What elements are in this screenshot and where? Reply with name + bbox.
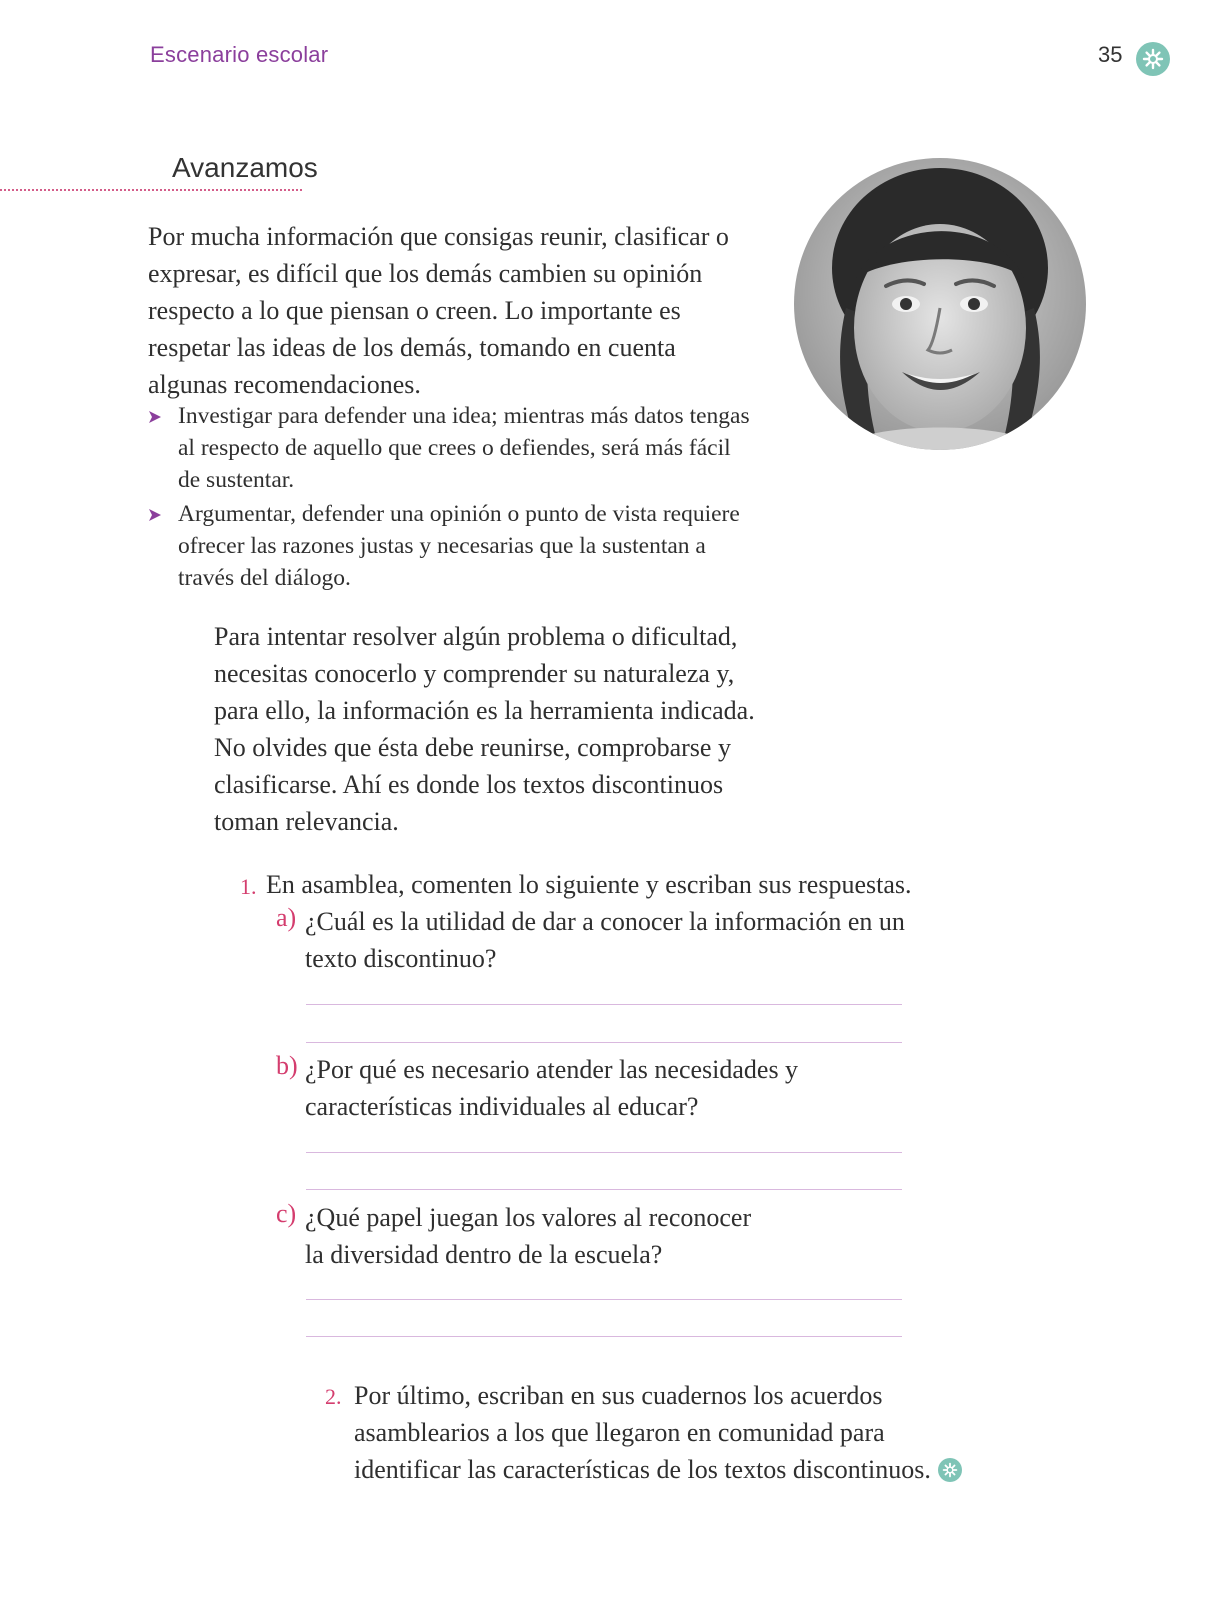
girl-portrait-image — [794, 158, 1086, 450]
list-item — [148, 400, 758, 496]
answer-line[interactable] — [306, 1336, 902, 1337]
section-divider — [0, 189, 302, 191]
subquestion-text: ¿Qué papel juegan los valores al reconocer la diversidad dentro de la escuela? — [305, 1203, 752, 1269]
page-number: 35 — [1098, 42, 1123, 67]
flower-icon — [938, 1458, 962, 1482]
answer-line[interactable] — [306, 1042, 902, 1043]
question-text: Por último, escriban en sus cuadernos los acuerdos asamblearios a los que llegaron en comunidad para identificar las características de los textos discontinuos. — [354, 1381, 931, 1484]
subquestion-text: ¿Por qué es necesario atender las necesidades y características individuales al educar? — [305, 1055, 799, 1121]
subquestion-label: b) — [276, 1051, 298, 1080]
answer-line[interactable] — [306, 1152, 902, 1153]
running-head: Escenario escolar — [150, 42, 329, 67]
list-item-text: Argumentar, defender una opinión o punto de vista requiere ofrecer las razones justas y necesarias que la sustentan a través del diálogo. — [178, 501, 740, 591]
context-paragraph: Para intentar resolver algún problema o dificultad, necesitas conocerlo y comprender su naturaleza y, para ello, la información es la herramienta indicada. No olvides que ésta debe reunirse, comprobarse y clasificarse. Ahí es donde los textos discontinuos toman relevancia. — [214, 622, 755, 836]
intro-paragraph: Por mucha información que consigas reunir, clasificar o expresar, es difícil que los demás cambien su opinión respecto a lo que piensan o creen. Lo importante es respetar las ideas de los demás, tomando en cuenta algunas recomendaciones. — [148, 222, 729, 399]
section-title: Avanzamos — [172, 152, 318, 183]
question-number: 1. — [240, 874, 257, 899]
question-number: 2. — [325, 1384, 342, 1409]
flower-icon — [1136, 42, 1170, 76]
answer-line[interactable] — [306, 1189, 902, 1190]
arrow-bullet-icon — [148, 410, 162, 424]
list-item — [148, 498, 758, 594]
recommendations-list — [148, 400, 758, 596]
arrow-bullet-icon — [148, 508, 162, 522]
subquestion-text: ¿Cuál es la utilidad de dar a conocer la información en un texto discontinuo? — [305, 907, 905, 973]
answer-line[interactable] — [306, 1299, 902, 1300]
subquestion-label: a) — [276, 903, 297, 932]
subquestion-label: c) — [276, 1199, 297, 1228]
question-text: En asamblea, comenten lo siguiente y escriban sus respuestas. — [266, 870, 912, 899]
answer-line[interactable] — [306, 1004, 902, 1005]
list-item-text: Investigar para defender una idea; mientras más datos tengas al respecto de aquello que crees o defiendes, será más fácil de sustentar. — [178, 403, 750, 493]
